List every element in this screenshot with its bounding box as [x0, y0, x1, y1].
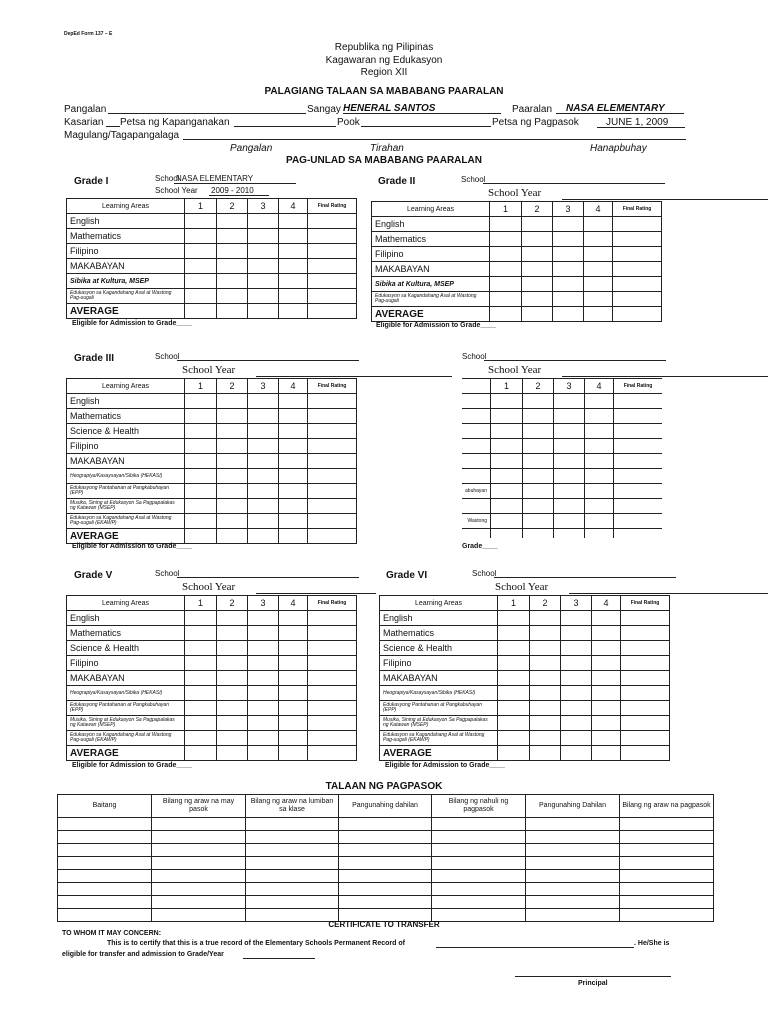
- q2-header: 2: [217, 379, 248, 394]
- sangay-field[interactable]: [343, 113, 501, 114]
- subject-filipino: Filipino: [67, 244, 185, 259]
- q2-header: 2: [217, 596, 248, 611]
- subject-math: Mathematics: [67, 409, 185, 424]
- average-label: AVERAGE: [372, 307, 490, 322]
- grade2-eligible: Eligible for Admission to Grade____: [376, 322, 496, 329]
- average-label: AVERAGE: [67, 746, 185, 761]
- q4-header: 4: [279, 199, 308, 214]
- grade4-school-field[interactable]: [484, 360, 666, 361]
- subject-filipino: Filipino: [380, 656, 498, 671]
- subject-ekawp: Edukasyon sa Kagandahang Asal at Wastong Pag-uugali: [67, 289, 185, 304]
- learning-areas-header: Learning Areas: [380, 596, 498, 611]
- subject-math: Mathematics: [67, 626, 185, 641]
- subject-epp: Edukasyong Pantahanan at Pangkabuhayan (EPP): [380, 701, 498, 716]
- grade4-fragment-epp: abuhayan: [462, 484, 491, 499]
- subject-math: Mathematics: [372, 232, 490, 247]
- grade2-school-label: School: [461, 175, 486, 184]
- subject-msep: Musika, Sining at Edukasyon Sa Pagpapalakas ng Katawan (MSEP): [380, 716, 498, 731]
- principal-signature-line[interactable]: [515, 976, 671, 977]
- grade6-school-label: School: [472, 569, 497, 578]
- paaralan-value: NASA ELEMENTARY: [566, 103, 665, 114]
- subject-sibika: Sibika at Kultura, MSEP: [67, 274, 185, 289]
- pook-field[interactable]: [361, 126, 491, 127]
- q2-header: 2: [522, 202, 553, 217]
- subject-msep: Musika, Sining at Edukasyon Sa Pagpapalakas ng Katawan (MSEP): [67, 499, 185, 514]
- subject-ekawp: Edukasyon sa Kagandahang Asal at Wastong Pag-uugali (EKAWP): [67, 514, 185, 529]
- grade4-schoolyear-label: School Year: [488, 364, 542, 376]
- grade6-eligible: Eligible for Admission to Grade____: [385, 762, 505, 769]
- subject-english: English: [372, 217, 490, 232]
- grade2-table: [371, 201, 662, 322]
- form-code: DepEd Form 137 – E: [64, 31, 113, 37]
- grade4-schoolyear-field[interactable]: [562, 376, 768, 377]
- petsa-pagpasok-value: JUNE 1, 2009: [606, 117, 669, 128]
- grade6-title: Grade VI: [386, 570, 428, 581]
- grade3-school-label: School: [155, 352, 180, 361]
- subject-filipino: Filipino: [67, 656, 185, 671]
- magulang-label: Magulang/Tagapangalaga: [64, 130, 180, 141]
- average-label: AVERAGE: [67, 304, 185, 319]
- q1-header: 1: [491, 379, 523, 394]
- q2-header: 2: [523, 379, 554, 394]
- final-rating-header: Final Rating: [308, 379, 357, 394]
- q3-header: 3: [248, 596, 279, 611]
- sangay-value: HENERAL SANTOS: [343, 103, 436, 114]
- subject-hekasi: Heograpiya/Kasaysayan/Sibika (HEKASI): [380, 686, 498, 701]
- grade4-eligible-fragment: Grade____: [462, 543, 498, 550]
- subject-math: Mathematics: [380, 626, 498, 641]
- q4-header: 4: [584, 202, 613, 217]
- sub-pangalan: Pangalan: [230, 143, 273, 154]
- grade5-eligible: Eligible for Admission to Grade____: [72, 762, 192, 769]
- q3-header: 3: [553, 202, 584, 217]
- subject-makabayan: MAKABAYAN: [372, 262, 490, 277]
- subject-makabayan: MAKABAYAN: [67, 454, 185, 469]
- header-baitang: Baitang: [58, 795, 152, 818]
- pook-label: Pook: [337, 117, 360, 128]
- final-rating-header: Final Rating: [613, 202, 662, 217]
- grade4-table: [462, 378, 662, 538]
- learning-areas-header: Learning Areas: [67, 379, 185, 394]
- subject-epp: Edukasyong Pantahanan at Pangkabuhayan (EPP): [67, 484, 185, 499]
- grade3-schoolyear-field[interactable]: [256, 376, 452, 377]
- petsa-kapanganakan-field[interactable]: [234, 126, 336, 127]
- q2-header: 2: [217, 199, 248, 214]
- grade6-schoolyear-field[interactable]: [569, 593, 768, 594]
- header-araw-pagpasok: Bilang ng araw na pagpasok: [620, 795, 714, 818]
- subject-science: Science & Health: [380, 641, 498, 656]
- subject-ekawp: Edukasyon sa Kagandahang Asal at Wastong Pag-uugali: [372, 292, 490, 307]
- subject-english: English: [67, 394, 185, 409]
- page-title: PALAGIANG TALAAN SA MABABANG PAARALAN: [264, 86, 504, 97]
- sub-hanapbuhay: Hanapbuhay: [590, 143, 647, 154]
- petsa-kapanganakan-label: Petsa ng Kapanganakan: [120, 117, 230, 128]
- learning-areas-header: Learning Areas: [67, 199, 185, 214]
- q4-header: 4: [279, 596, 308, 611]
- subject-english: English: [67, 611, 185, 626]
- grade4-fragment-ekawp: Wastong: [462, 514, 491, 529]
- kasarian-label: Kasarian: [64, 117, 104, 128]
- subject-filipino: Filipino: [372, 247, 490, 262]
- final-rating-header: Final Rating: [308, 199, 357, 214]
- subject-science: Science & Health: [67, 641, 185, 656]
- subject-ekawp: Edukasyon sa Kagandahang Asal at Wastong Pag-uugali (EKAWP): [380, 731, 498, 746]
- pangalan-field[interactable]: [108, 113, 306, 114]
- final-rating-header: Final Rating: [614, 379, 663, 394]
- he-she-text: . He/She is: [634, 940, 670, 947]
- subject-sibika: Sibika at Kultura, MSEP: [372, 277, 490, 292]
- header-kagawaran: Kagawaran ng Edukasyon: [325, 55, 443, 66]
- grade6-schoolyear-label: School Year: [495, 581, 549, 593]
- grade6-school-field[interactable]: [494, 577, 676, 578]
- certify-text: This is to certify that this is a true record of the Elementary Schools Permanent Record of: [107, 940, 405, 947]
- principal-label: Principal: [578, 980, 608, 987]
- subject-english: English: [67, 214, 185, 229]
- section-title: PAG-UNLAD SA MABABANG PAARALAN: [286, 155, 482, 166]
- grade4-table-clip: [462, 378, 662, 538]
- petsa-pagpasok-label: Petsa ng Pagpasok: [492, 117, 579, 128]
- learning-areas-header: Learning Areas: [372, 202, 490, 217]
- subject-makabayan: MAKABAYAN: [67, 671, 185, 686]
- table-row: [58, 844, 714, 857]
- grade1-schoolyear-field[interactable]: [209, 195, 269, 196]
- subject-english: English: [380, 611, 498, 626]
- grade1-table: [66, 198, 357, 319]
- grade1-schoolyear-label: School Year: [155, 186, 198, 195]
- q1-header: 1: [498, 596, 530, 611]
- header-republika: Republika ng Pilipinas: [334, 42, 434, 53]
- subject-epp: Edukasyong Pantahanan at Pangkabuhayan (EPP): [67, 701, 185, 716]
- q3-header: 3: [248, 199, 279, 214]
- grade3-table: [66, 378, 357, 544]
- student-name-field[interactable]: [436, 947, 634, 948]
- table-row: [58, 870, 714, 883]
- q2-header: 2: [530, 596, 561, 611]
- learning-areas-header: Learning Areas: [67, 596, 185, 611]
- grade2-schoolyear-field[interactable]: [562, 199, 768, 200]
- grade1-school-label: School: [155, 174, 180, 183]
- grade5-schoolyear-field[interactable]: [256, 593, 376, 594]
- subject-makabayan: MAKABAYAN: [380, 671, 498, 686]
- eligible-transfer-text: eligible for transfer and admission to Grade/Year: [62, 951, 224, 958]
- grade5-school-field[interactable]: [177, 577, 359, 578]
- q1-header: 1: [185, 596, 217, 611]
- header-araw-may-pasok: Bilang ng araw na may pasok: [152, 795, 246, 818]
- q4-header: 4: [279, 379, 308, 394]
- grade2-school-field[interactable]: [483, 183, 665, 184]
- header-pangunahing-dahilan-2: Pangunahing Dahilan: [526, 795, 620, 818]
- grade3-title: Grade III: [74, 353, 115, 364]
- grade2-schoolyear-label: School Year: [488, 187, 542, 199]
- subject-hekasi: Heograpiya/Kasaysayan/Sibika (HEKASI): [67, 686, 185, 701]
- table-row: [58, 883, 714, 896]
- table-row: [58, 857, 714, 870]
- subject-filipino: Filipino: [67, 439, 185, 454]
- grade6-table: [379, 595, 670, 761]
- grade-year-field[interactable]: [243, 958, 315, 959]
- grade1-school-value: NASA ELEMENTARY: [176, 174, 254, 183]
- grade3-schoolyear-label: School Year: [182, 364, 236, 376]
- header-nahuli: Bilang ng nahuli ng pagpasok: [432, 795, 526, 818]
- q3-header: 3: [248, 379, 279, 394]
- q4-header: 4: [592, 596, 621, 611]
- certificate-title: CERTIFICATE TO TRANSFER: [328, 920, 440, 929]
- header-araw-lumiban: Bilang ng araw na lumiban sa klase: [246, 795, 339, 818]
- q1-header: 1: [185, 199, 217, 214]
- subject-makabayan: MAKABAYAN: [67, 259, 185, 274]
- grade1-title: Grade I: [74, 176, 109, 187]
- attendance-title: TALAAN NG PAGPASOK: [325, 781, 443, 792]
- final-rating-header: Final Rating: [621, 596, 670, 611]
- average-label: AVERAGE: [67, 529, 185, 544]
- q3-header: 3: [554, 379, 585, 394]
- kasarian-field[interactable]: [106, 126, 120, 127]
- sub-tirahan: Tirahan: [370, 143, 404, 154]
- subject-msep: Musika, Sining at Edukasyon Sa Pagpapalakas ng Katawan (MSEP): [67, 716, 185, 731]
- grade2-title: Grade II: [378, 176, 416, 187]
- grade1-schoolyear-value: 2009 - 2010: [211, 186, 254, 195]
- sangay-label: Sangay: [307, 104, 341, 115]
- to-whom-label: TO WHOM IT MAY CONCERN:: [62, 930, 162, 937]
- q1-header: 1: [185, 379, 217, 394]
- table-row: [58, 831, 714, 844]
- table-row: [58, 896, 714, 909]
- grade4-school-label: School: [462, 352, 487, 361]
- pangalan-label: Pangalan: [64, 104, 107, 115]
- attendance-table: [57, 794, 714, 922]
- subject-hekasi: Heograpiya/Kasaysayan/Sibika (HEKASI): [67, 469, 185, 484]
- q4-header: 4: [585, 379, 614, 394]
- grade3-eligible: Eligible for Admission to Grade____: [72, 543, 192, 550]
- average-label: AVERAGE: [380, 746, 498, 761]
- final-rating-header: Final Rating: [308, 596, 357, 611]
- subject-ekawp: Edukasyon sa Kagandahang Asal at Wastong Pag-uugali (EKAWP): [67, 731, 185, 746]
- petsa-pagpasok-field[interactable]: [597, 127, 685, 128]
- header-region: Region XII: [360, 67, 408, 78]
- grade1-school-field[interactable]: [174, 183, 296, 184]
- grade5-school-label: School: [155, 569, 180, 578]
- paaralan-field[interactable]: [556, 113, 684, 114]
- q3-header: 3: [561, 596, 592, 611]
- paaralan-label: Paaralan: [512, 104, 553, 115]
- q1-header: 1: [490, 202, 522, 217]
- magulang-field[interactable]: [183, 139, 686, 140]
- header-pangunahing-dahilan: Pangunahing dahilan: [339, 795, 432, 818]
- grade3-school-field[interactable]: [177, 360, 359, 361]
- table-row: [58, 818, 714, 831]
- subject-science: Science & Health: [67, 424, 185, 439]
- subject-math: Mathematics: [67, 229, 185, 244]
- grade1-eligible: Eligible for Admission to Grade____: [72, 320, 192, 327]
- grade5-title: Grade V: [74, 570, 113, 581]
- grade5-schoolyear-label: School Year: [182, 581, 236, 593]
- grade5-table: [66, 595, 357, 761]
